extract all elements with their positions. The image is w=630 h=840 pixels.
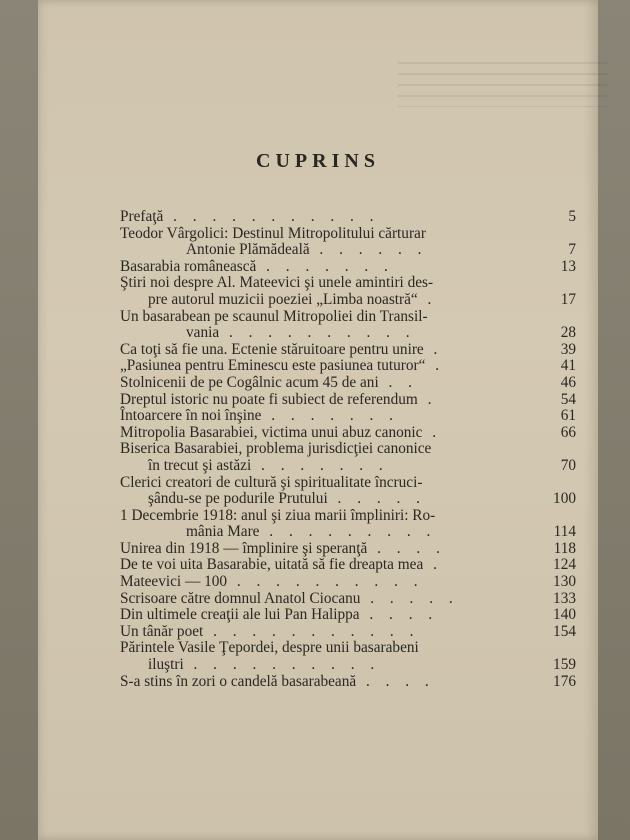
toc-entry-title-continued [120, 657, 590, 674]
toc-entry-title [120, 226, 590, 243]
toc-entry [120, 375, 590, 392]
toc-page-number: 41 [560, 357, 576, 375]
dot-leader: . . . . . . . . . . . [203, 622, 420, 640]
toc-entry-title [120, 591, 590, 608]
toc-entry-text: 1 Decembrie 1918: anul şi ziua marii împliniri: Ro- [120, 506, 436, 524]
dot-leader: . [423, 340, 444, 358]
toc-entry-title [120, 425, 590, 442]
toc-entry-title [120, 342, 590, 359]
toc-entry-title [120, 557, 590, 574]
dot-leader: . . . . . [360, 589, 459, 607]
toc-entry-title [120, 607, 590, 624]
toc-entry [120, 275, 590, 308]
toc-entry-title [120, 408, 590, 425]
toc-entry-title [120, 640, 590, 657]
toc-page-number: 70 [560, 456, 576, 474]
toc-page-number: 159 [553, 656, 576, 674]
toc-entry [120, 607, 590, 624]
toc-entry [120, 640, 590, 673]
toc-entry-text: Părintele Vasile Ţepordei, despre unii basarabeni [120, 639, 419, 657]
toc-entry-title [120, 358, 590, 375]
toc-entry-text: Ştiri noi despre Al. Mateevici şi unele amintiri des- [120, 274, 434, 292]
dot-leader: . . . . . . [309, 241, 428, 259]
toc-entry [120, 226, 590, 259]
toc-entry [120, 358, 590, 375]
toc-page-number: 28 [560, 324, 576, 342]
toc-page-number: 124 [553, 556, 576, 574]
dot-leader: . [423, 556, 443, 574]
toc-page-number: 17 [560, 290, 576, 308]
toc-page-number: 118 [553, 539, 576, 557]
toc-page-number: 114 [553, 523, 576, 541]
toc-entry-text: Ca toţi să fie una. Ectenie stăruitoare pentru unire [120, 340, 424, 358]
toc-page-number: 176 [553, 672, 576, 690]
toc-entry [120, 475, 590, 508]
toc-entry-text: Din ultimele creaţii ale lui Pan Halippa [120, 606, 360, 624]
toc-page-number: 154 [553, 622, 576, 640]
toc-entry-text: Mitropolia Basarabiei, victima unui abuz canonic [120, 423, 423, 441]
toc-entry-title [120, 541, 590, 558]
toc-entry-title-continued [120, 325, 590, 342]
toc-entry-text: „Pasiunea pentru Eminescu este pasiunea tuturor“ [120, 357, 426, 375]
toc-entry-text: Scrisoare către domnul Anatol Ciocanu [120, 589, 361, 607]
toc-entry-text: vania [186, 324, 220, 342]
toc-entry-text: S-a stins în zori o candelă basarabeană [120, 672, 357, 690]
toc-entry-title [120, 674, 590, 691]
toc-entry-text: Antonie Plămădeală [186, 241, 310, 259]
toc-page-number: 7 [568, 241, 576, 259]
toc-entry [120, 674, 590, 691]
toc-page-number: 66 [560, 423, 576, 441]
toc-entry-title [120, 209, 590, 226]
table-of-contents [120, 209, 590, 690]
dot-leader: . . [378, 373, 418, 391]
toc-entry [120, 557, 590, 574]
toc-entry [120, 441, 590, 474]
toc-entry-text: Un tânăr poet [120, 622, 204, 640]
dot-leader: . . . . . . . [256, 257, 394, 275]
toc-entry-text: De te voi uita Basarabie, uitată să fie dreapta mea [120, 556, 424, 574]
toc-entry-text: în trecut şi astăzi [148, 456, 252, 474]
toc-entry-title [120, 624, 590, 641]
toc-entry [120, 541, 590, 558]
dot-leader: . [422, 423, 443, 441]
toc-page-number: 130 [553, 573, 576, 591]
book-page [38, 0, 598, 840]
toc-entry-text: Mateevici — 100 [120, 573, 228, 591]
toc-entry-text: Prefaţă [120, 208, 164, 225]
dot-leader: . . . . . [327, 490, 426, 508]
dot-leader: . . . . . . . [251, 456, 389, 474]
dot-leader: . [417, 290, 438, 308]
toc-entry-text: Teodor Vârgolici: Destinul Mitropolitului cărturar [120, 224, 426, 242]
toc-page-number: 100 [553, 490, 576, 508]
toc-entry-title [120, 475, 590, 492]
toc-entry-text: Stolnicenii de pe Cogâlnic acum 45 de ani [120, 373, 379, 391]
toc-page-number: 5 [568, 208, 576, 225]
dot-leader: . . . . . . . . . [259, 523, 437, 541]
toc-entry [120, 408, 590, 425]
toc-entry [120, 574, 590, 591]
toc-page-number: 133 [553, 589, 576, 607]
toc-entry-title-continued [120, 524, 590, 541]
dot-leader: . [425, 357, 446, 375]
toc-entry [120, 309, 590, 342]
toc-entry [120, 425, 590, 442]
dot-leader: . . . . . . . . . . [183, 656, 381, 674]
toc-entry-text: iluştri [148, 656, 184, 674]
toc-entry-text: Basarabia românească [120, 257, 257, 275]
toc-entry-title [120, 375, 590, 392]
toc-entry-text: Biserica Basarabiei, problema jurisdicţiei canonice [120, 440, 432, 458]
toc-page-number: 61 [560, 407, 576, 425]
dot-leader: . [417, 390, 438, 408]
toc-entry-title-continued [120, 491, 590, 508]
dot-leader: . . . . [359, 606, 439, 624]
toc-entry-title [120, 574, 590, 591]
toc-entry-text: Clerici creatori de cultură şi spiritualitate încruci- [120, 473, 423, 491]
toc-entry-title-continued [120, 242, 590, 259]
dot-leader: . . . . [367, 539, 446, 557]
toc-entry-title [120, 259, 590, 276]
dot-leader: . . . . . . . . . . [227, 573, 424, 591]
toc-entry-text: Un basarabean pe scaunul Mitropoliei din Transil- [120, 307, 428, 325]
toc-entry-text: mânia Mare [186, 523, 260, 541]
toc-page-number: 140 [553, 606, 576, 624]
toc-page-number: 46 [560, 373, 576, 391]
toc-entry-title [120, 275, 590, 292]
toc-entry [120, 508, 590, 541]
toc-entry-text: pre autorul muzicii poeziei „Limba noastră“ [148, 290, 418, 308]
toc-page-number: 39 [560, 340, 576, 358]
bleed-through-text [398, 62, 608, 107]
toc-entry-text: Unirea din 1918 — împlinire şi speranţă [120, 539, 368, 557]
page-title: CUPRINS [256, 150, 380, 172]
toc-entry [120, 591, 590, 608]
toc-entry-text: Întoarcere în noi înşine [120, 407, 262, 425]
toc-entry-title [120, 441, 590, 458]
toc-entry-title-continued [120, 458, 590, 475]
toc-entry [120, 342, 590, 359]
toc-entry [120, 624, 590, 641]
dot-leader: . . . . . . . . . . [219, 324, 416, 342]
toc-entry-title [120, 392, 590, 409]
toc-entry [120, 392, 590, 409]
dot-leader: . . . . [356, 672, 435, 690]
dot-leader: . . . . . . . [261, 407, 399, 425]
dot-leader: . . . . . . . . . . . [163, 208, 380, 225]
toc-entry-text: Dreptul istoric nu poate fi subiect de referendum [120, 390, 418, 408]
toc-entry-title [120, 309, 590, 326]
toc-page-number: 13 [560, 257, 576, 275]
toc-page-number: 54 [560, 390, 576, 408]
toc-entry-title-continued [120, 292, 590, 309]
toc-entry [120, 259, 590, 276]
toc-entry-text: şându-se pe podurile Prutului [148, 490, 328, 508]
toc-entry [120, 209, 590, 226]
toc-entry-title [120, 508, 590, 525]
